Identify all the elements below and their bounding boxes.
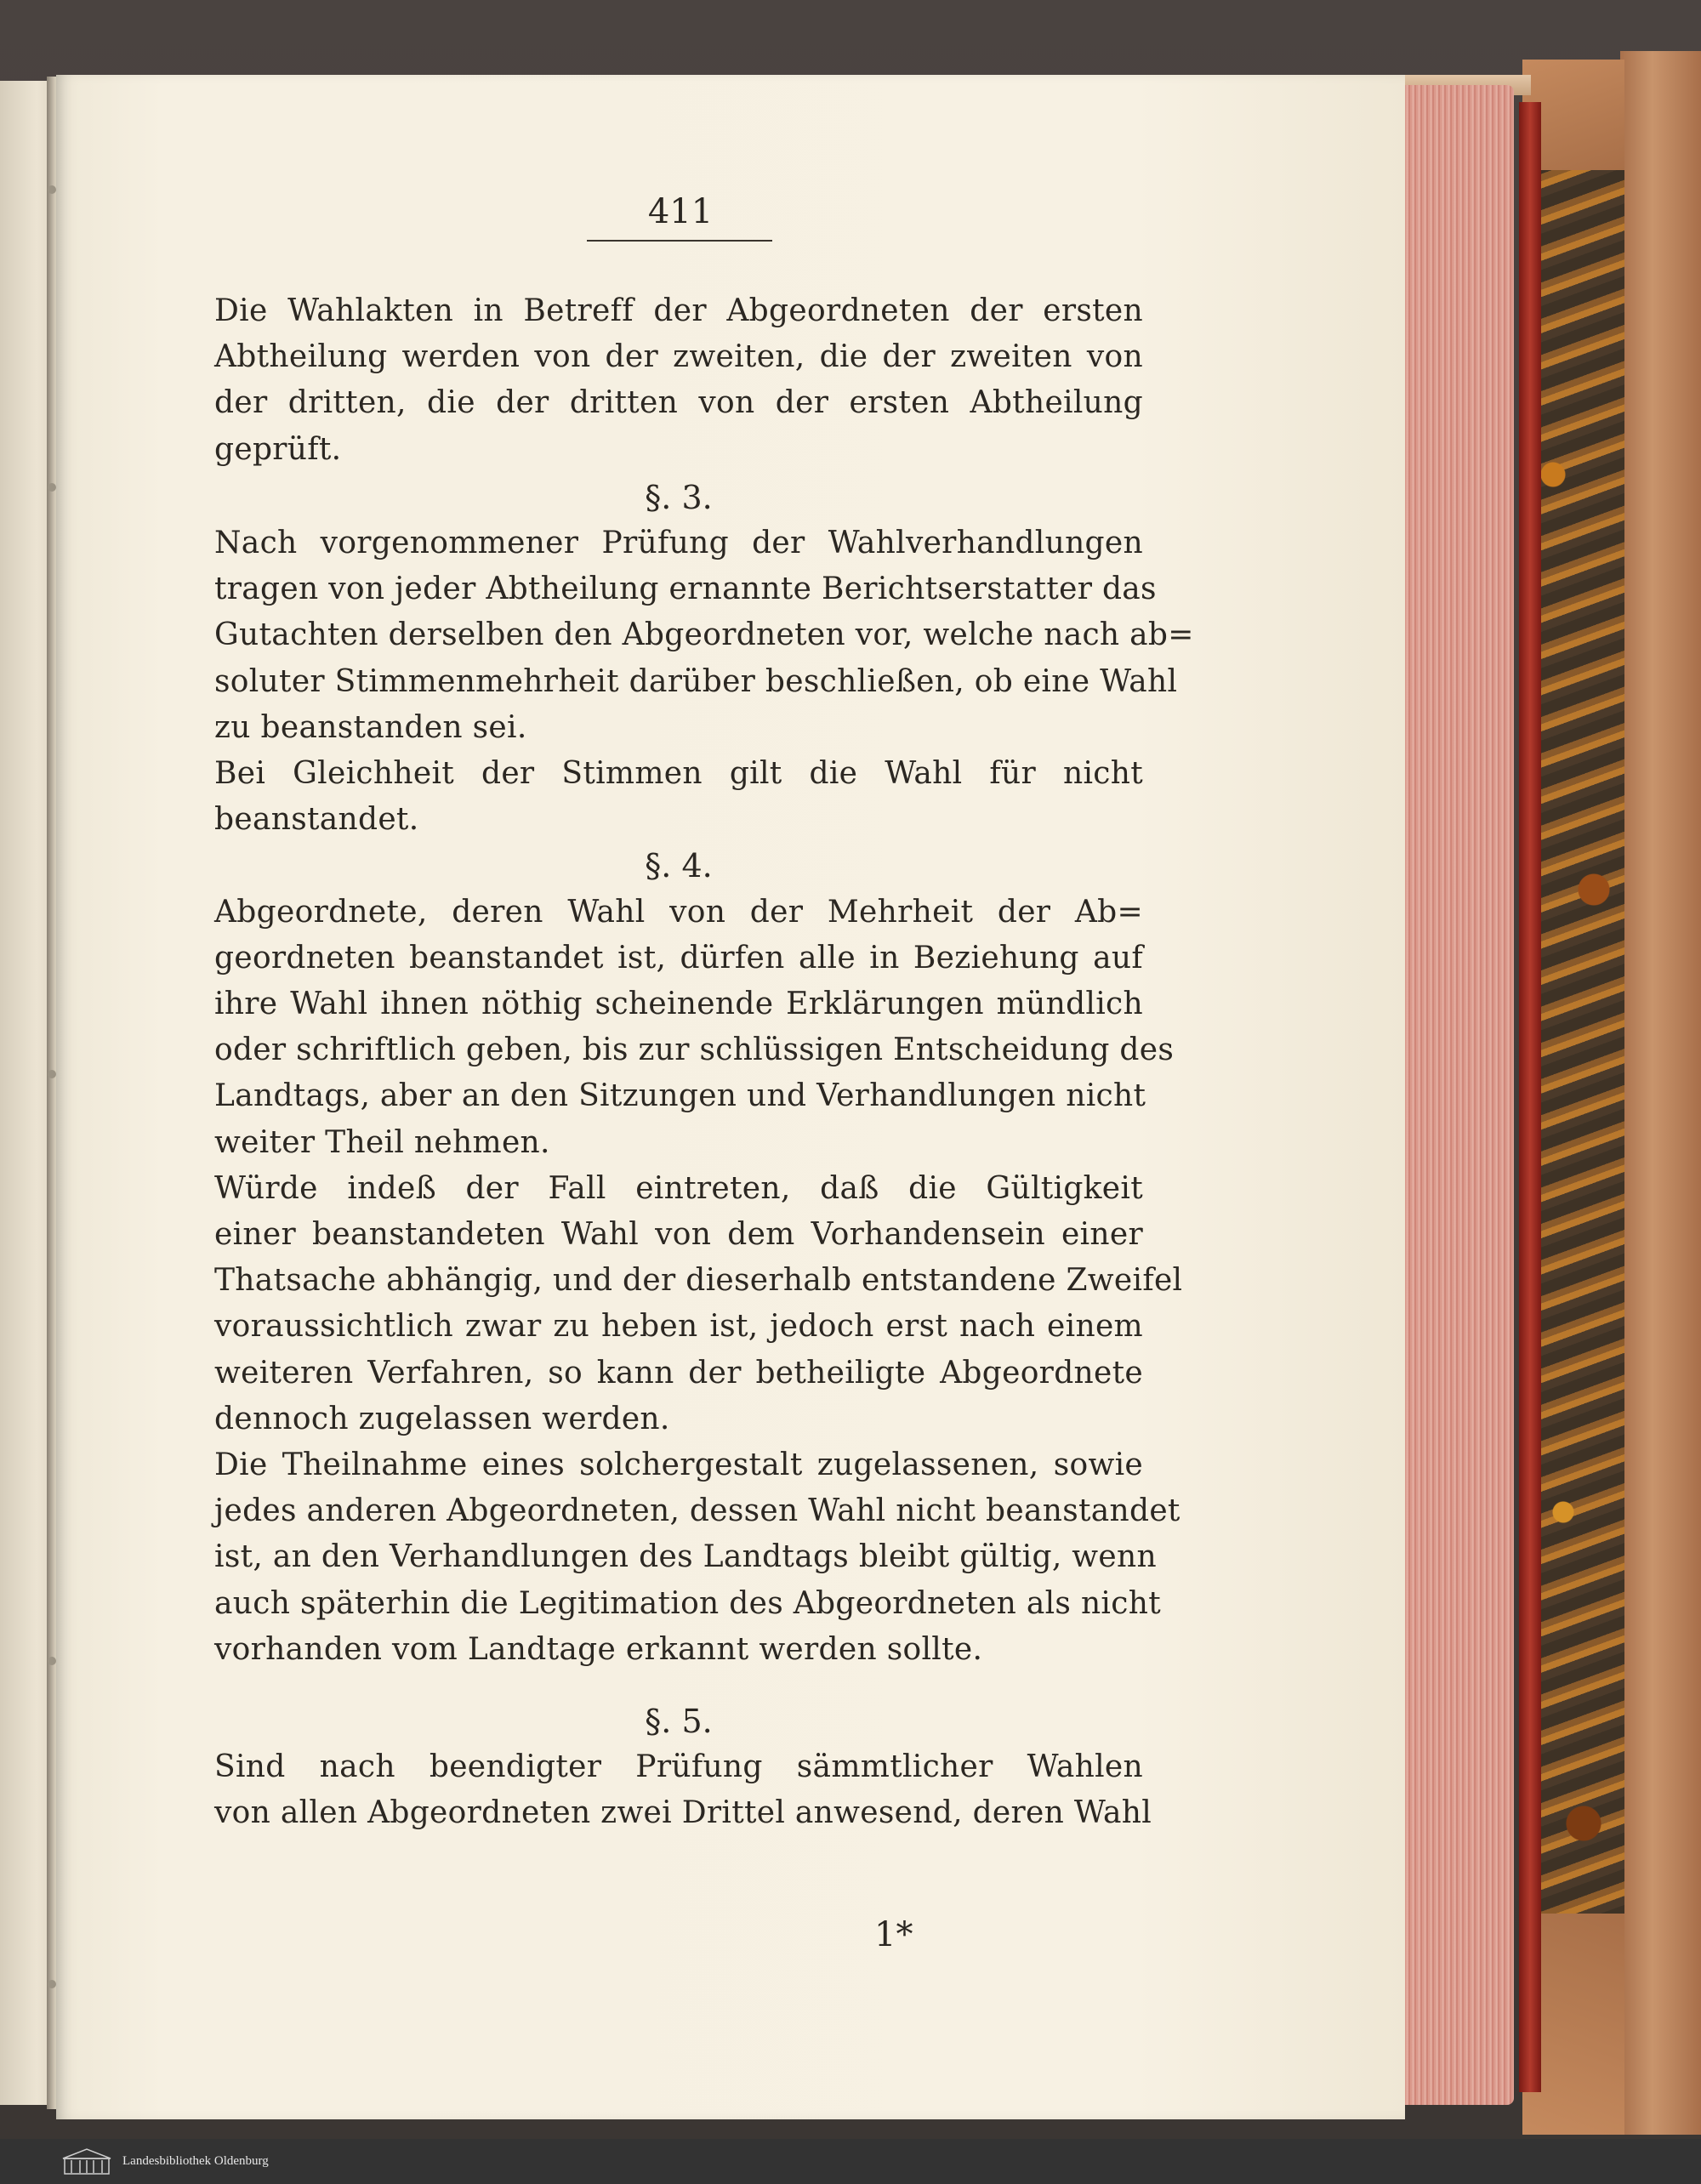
text-line: jedes anderen Abgeordneten, dessen Wahl nicht beanstandet (214, 1493, 1180, 1529)
text-line: soluter Stimmenmehrheit darüber beschließen, ob eine Wahl (214, 663, 1178, 699)
text-line: Bei Gleichheit der Stimmen gilt die Wahl für nicht (214, 756, 1143, 791)
text-line: Thatsache abhängig, und der dieserhalb entstandene Zweifel (214, 1263, 1183, 1299)
binding-hole (48, 1070, 56, 1078)
text-line: Abtheilung werden von der zweiten, die der zweiten von (214, 339, 1143, 375)
binding-hole (48, 1657, 56, 1665)
text-line: dennoch zugelassen werden. (214, 1401, 670, 1436)
signature-mark: 1* (874, 1915, 913, 1954)
page-number: 411 (647, 192, 714, 231)
text-line: von allen Abgeordneten zwei Drittel anwesend, deren Wahl (214, 1795, 1152, 1831)
text-line: weiter Theil nehmen. (214, 1124, 550, 1160)
binding-hole (48, 483, 56, 492)
text-line: beanstandet. (214, 802, 419, 838)
text-line: Nach vorgenommener Prüfung der Wahlverhandlungen (214, 526, 1143, 560)
text-line: Abgeordnete, deren Wahl von der Mehrheit der Ab= (214, 894, 1143, 930)
text-line: auch späterhin die Legitimation des Abgeordneten als nicht (214, 1585, 1161, 1621)
text-line: oder schriftlich geben, bis zur schlüssigen Entscheidung des (214, 1032, 1175, 1068)
text-line: der dritten, die der dritten von der ersten Abtheilung (214, 385, 1143, 421)
text-line: vorhanden vom Landtage erkannt werden sollte. (214, 1631, 983, 1667)
facing-page-edge (0, 81, 53, 2105)
text-line: Die Theilnahme eines solchergestalt zugelassenen, sowie (214, 1447, 1143, 1482)
binding-hole (48, 185, 56, 194)
text-line: weiteren Verfahren, so kann der betheiligte Abgeordnete (214, 1355, 1143, 1391)
text-line: voraussichtlich zwar zu heben ist, jedoch erst nach einem (214, 1309, 1143, 1345)
text-line: Gutachten derselben den Abgeordneten vor, welche nach ab= (214, 617, 1194, 653)
header-rule (587, 240, 772, 242)
text-line: Sind nach beendigter Prüfung sämmtlicher Wahlen (214, 1749, 1143, 1785)
text-line: geordneten beanstandet ist, dürfen alle in Beziehung auf (214, 940, 1143, 975)
text-line: Die Wahlakten in Betreff der Abgeordneten der ersten (214, 293, 1143, 328)
section-heading: §. 4. (645, 847, 713, 885)
text-line: tragen von jeder Abtheilung ernannte Berichtserstatter das (214, 572, 1157, 607)
text-line: ihre Wahl ihnen nöthig scheinende Erklärungen mündlich (214, 987, 1143, 1021)
section-heading: §. 3. (645, 478, 713, 516)
text-line: einer beanstandeten Wahl von dem Vorhandensein einer (214, 1217, 1143, 1252)
text-line: Landtags, aber an den Sitzungen und Verhandlungen nicht (214, 1078, 1146, 1114)
footer-bar (0, 2139, 1701, 2184)
library-name: Landesbibliothek Oldenburg (122, 2154, 269, 2168)
text-line: Würde indeß der Fall eintreten, daß die Gültigkeit (214, 1170, 1143, 1206)
page-block-edges (1405, 85, 1514, 2105)
book-spine (1620, 51, 1701, 2135)
cover-red-edge (1519, 102, 1541, 2092)
section-heading: §. 5. (645, 1703, 713, 1740)
text-line: zu beanstanden sei. (214, 709, 527, 745)
library-logo-icon (61, 2147, 112, 2177)
text-line: geprüft. (214, 431, 342, 467)
text-line: ist, an den Verhandlungen des Landtags bleibt gültig, wenn (214, 1539, 1157, 1575)
binding-hole (48, 1980, 56, 1988)
